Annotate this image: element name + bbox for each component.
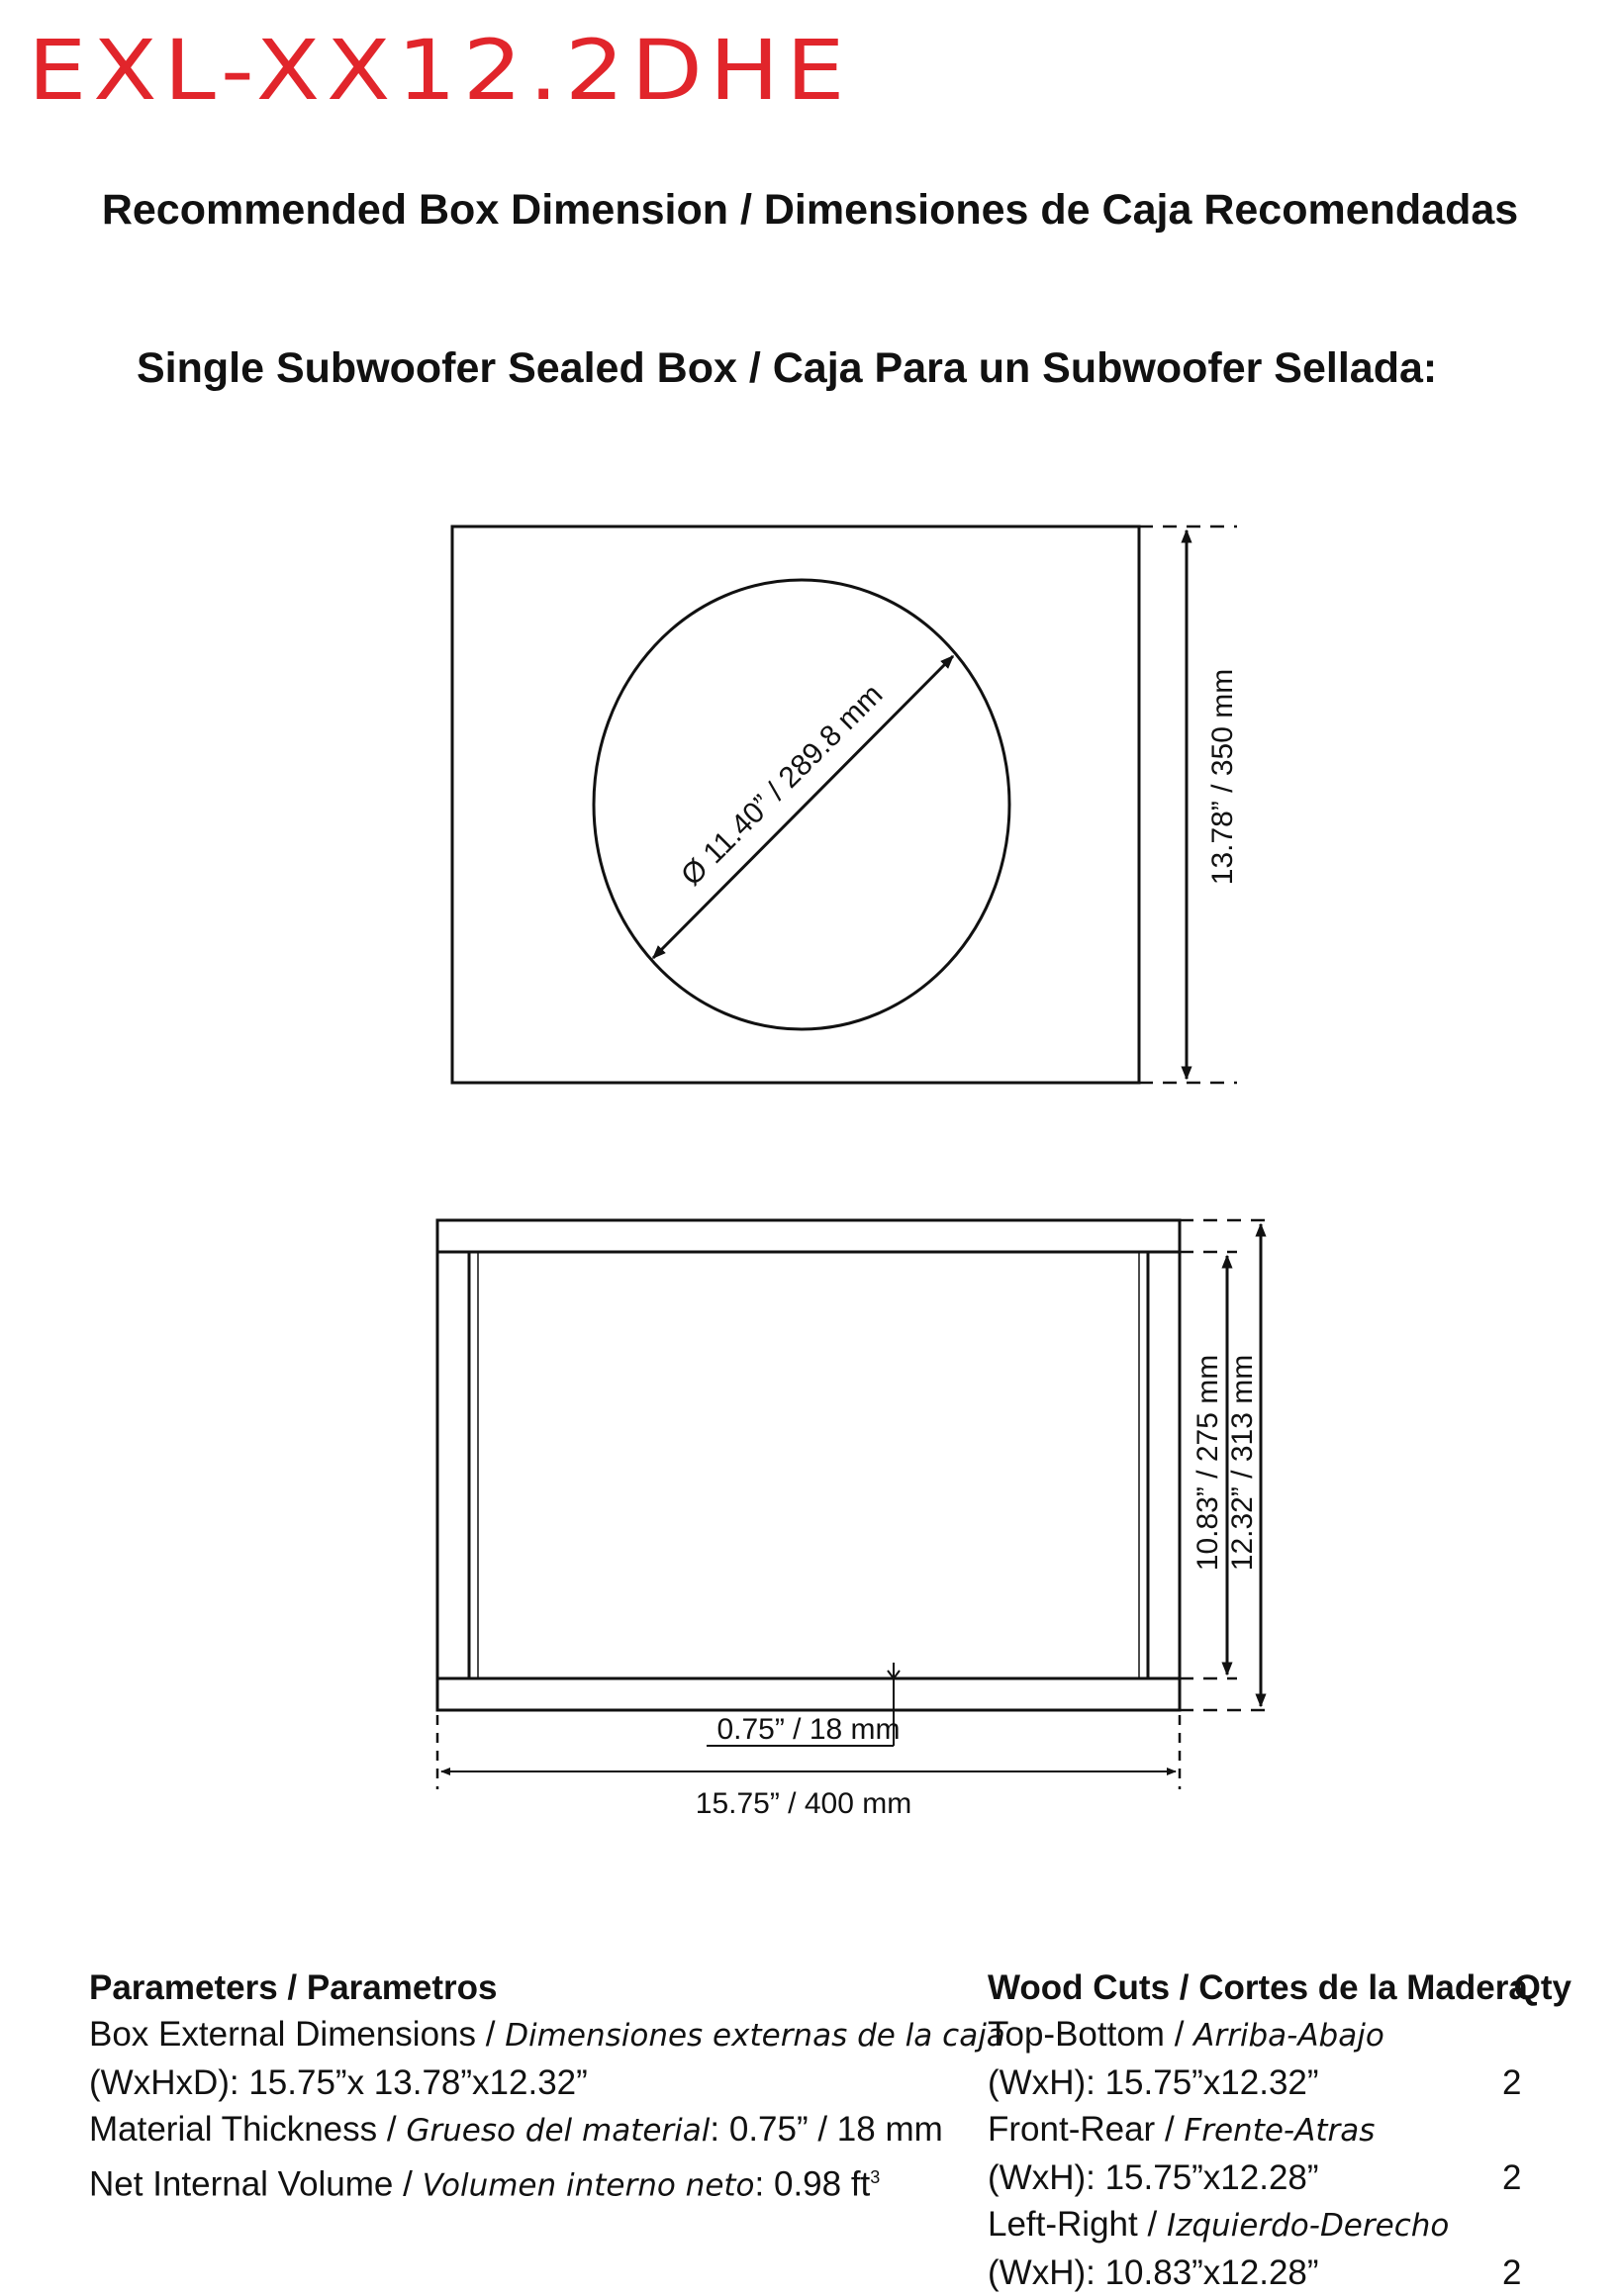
wood-cuts-heading: Wood Cuts / Cortes de la Madera bbox=[988, 1968, 1528, 2007]
cut-item: Front-Rear / Frente-Atras bbox=[988, 2110, 1376, 2149]
cut-dims-row bbox=[988, 2249, 1572, 2296]
box-ext-value: (WxHxD): 15.75”x 13.78”x12.32” bbox=[89, 2063, 588, 2102]
cut-dims-row bbox=[988, 2154, 1572, 2201]
parameters-block bbox=[89, 1964, 1005, 2210]
cut-qty: 2 bbox=[1502, 2253, 1522, 2292]
parameters-heading: Parameters / Parametros bbox=[89, 1968, 498, 2007]
internal-height-label: 10.83” / 275 mm bbox=[1191, 1354, 1224, 1572]
cut-qty: 2 bbox=[1502, 2158, 1522, 2197]
qty-heading: Qty bbox=[1513, 1968, 1572, 2007]
thickness-es: Grueso del material bbox=[406, 2113, 711, 2149]
box-ext-es: Dimensiones externas de la caja bbox=[505, 2018, 1005, 2054]
cut-name: Left-Right bbox=[988, 2205, 1138, 2244]
page-title: Recommended Box Dimension / Dimensiones de Caja Recomendadas bbox=[101, 186, 1519, 234]
cut-item: Left-Right / Izquierdo-Derecho bbox=[988, 2205, 1450, 2244]
material-thickness: Material Thickness / Grueso del material: 0.75” / 18 mm bbox=[89, 2110, 943, 2149]
thickness-value: : 0.75” / 18 mm bbox=[710, 2110, 943, 2149]
net-internal-volume: Net Internal Volume / Volumen interno neto: 0.98 $ft^3$ bbox=[89, 2164, 881, 2204]
speaker-cutout bbox=[594, 580, 1009, 1029]
diameter-label: Ø 11.40” / 289.8 mm bbox=[675, 678, 890, 893]
box-outer bbox=[437, 1220, 1180, 1710]
cut-name-es: Izquierdo-Derecho bbox=[1166, 2208, 1450, 2244]
height-label: 13.78” / 350 mm bbox=[1206, 668, 1239, 886]
box-ext-label: Box External Dimensions bbox=[89, 2015, 476, 2054]
wood-cuts-header bbox=[988, 1964, 1572, 2011]
cut-name: Front-Rear bbox=[988, 2110, 1156, 2149]
section-subtitle: Single Subwoofer Sealed Box / Caja Para un Subwoofer Sellada: bbox=[137, 344, 1438, 392]
cut-item: Top-Bottom / Arriba-Abajo bbox=[988, 2015, 1384, 2054]
thickness-label: 0.75” / 18 mm bbox=[716, 1713, 901, 1746]
side-view bbox=[437, 1220, 1269, 1820]
volume-value: : 0.98 ft bbox=[754, 2164, 871, 2204]
front-view bbox=[452, 526, 1239, 1083]
volume-unit-sup: 3 bbox=[870, 2167, 881, 2187]
volume-label: Net Internal Volume bbox=[89, 2164, 394, 2204]
box-external-dimensions: Box External Dimensions / Dimensiones externas de la caja bbox=[89, 2015, 1005, 2054]
cut-dims: (WxH): 10.83”x12.28” bbox=[988, 2253, 1319, 2292]
cut-qty: 2 bbox=[1502, 2063, 1522, 2102]
wood-cuts-block bbox=[988, 1964, 1572, 2296]
cut-name-es: Arriba-Abajo bbox=[1193, 2018, 1384, 2054]
model-logo: EXL-XX12.2DHE bbox=[28, 22, 852, 119]
external-height-label: 12.32” / 313 mm bbox=[1226, 1354, 1259, 1572]
thickness-label-text: Material Thickness bbox=[89, 2110, 378, 2149]
cut-name: Top-Bottom bbox=[988, 2015, 1165, 2054]
width-label: 15.75” / 400 mm bbox=[695, 1787, 912, 1820]
front-panel-outline bbox=[452, 526, 1139, 1083]
diameter-arrow bbox=[653, 656, 953, 958]
cut-dims: (WxH): 15.75”x12.32” bbox=[988, 2063, 1319, 2102]
cut-name-es: Frente-Atras bbox=[1184, 2113, 1376, 2149]
volume-es: Volumen interno neto bbox=[422, 2167, 755, 2204]
cut-dims: (WxH): 15.75”x12.28” bbox=[988, 2158, 1319, 2197]
cut-dims-row bbox=[988, 2059, 1572, 2106]
